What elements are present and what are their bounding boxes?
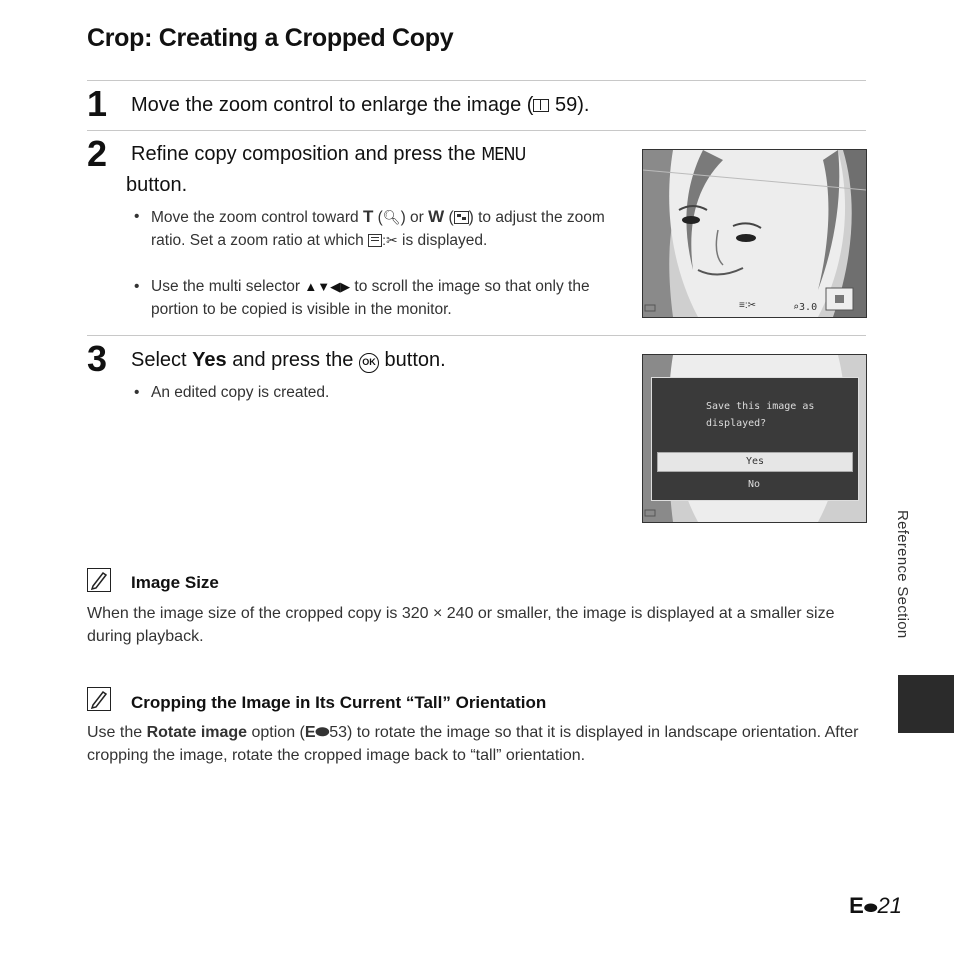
ok-button-icon: OK (359, 353, 379, 373)
no-option[interactable]: No (747, 479, 761, 490)
portrait-photo (643, 150, 866, 317)
page-title: Crop: Creating a Cropped Copy (87, 24, 454, 52)
save-dialog (651, 377, 859, 501)
step-1-number: 1 (87, 83, 108, 124)
step-2-number: 2 (87, 133, 108, 174)
bullet-item: • Move the zoom control toward T (🔍︎) or W ( ) to adjust the zoom ratio. Set a zoom ratio at which :✂︎ is displayed. (132, 205, 626, 252)
step-2-text: Refine copy composition and press the MENU button. (126, 143, 526, 196)
bullet-item: • An edited copy is created. (132, 381, 621, 404)
section-side-label: Reference Section (894, 510, 911, 639)
reference-section-icon: E⬬ (304, 724, 330, 741)
menu-button-glyph: MENU (481, 144, 526, 165)
multi-selector-arrows-icon: ▲▼◀▶ (304, 279, 351, 294)
dialog-message: Save this image as displayed? (706, 401, 815, 429)
note-pencil-icon (87, 568, 111, 592)
thumbnail-icon (454, 211, 469, 224)
camera-screen-zoom (642, 149, 867, 318)
menu-icon (368, 234, 382, 247)
section-tab (898, 675, 954, 733)
bullet-item: • Use the multi selector ▲▼◀▶ to scroll the image so that only the portion to be copied is visible in the monitor. (132, 275, 626, 321)
yes-option[interactable]: Yes (657, 452, 853, 472)
zoom-indicator: ⌕3.0 (793, 302, 818, 313)
book-icon (533, 99, 549, 112)
divider (87, 335, 866, 336)
step-3-text: Select Yes and press the OK button. (131, 349, 446, 371)
divider (87, 130, 866, 131)
note-title: Image Size (131, 573, 219, 592)
crop-scissors-icon: ≡:✂︎ (739, 300, 756, 311)
divider (87, 80, 866, 81)
note-pencil-icon (87, 687, 111, 711)
step-3-number: 3 (87, 338, 108, 379)
page-number: E⬬21 (849, 893, 902, 918)
note-body: When the image size of the cropped copy is 320 × 240 or smaller, the image is displayed at a smaller size during playback. (87, 605, 835, 645)
note-body: Use the Rotate image option (E⬬53) to rotate the image so that it is displayed in landscape orientation. After cropping the image, rotate the cropped image back to “tall” orientation. (87, 724, 859, 764)
step-1-text: Move the zoom control to enlarge the image ( 59). (131, 94, 590, 116)
crop-scissors-icon: :✂︎ (382, 232, 398, 248)
camera-screen-confirm (642, 354, 867, 523)
reference-section-icon: E (849, 893, 864, 918)
zoom-in-icon: 🔍︎ (382, 209, 401, 225)
note-title: Cropping the Image in Its Current “Tall” Orientation (131, 693, 547, 712)
